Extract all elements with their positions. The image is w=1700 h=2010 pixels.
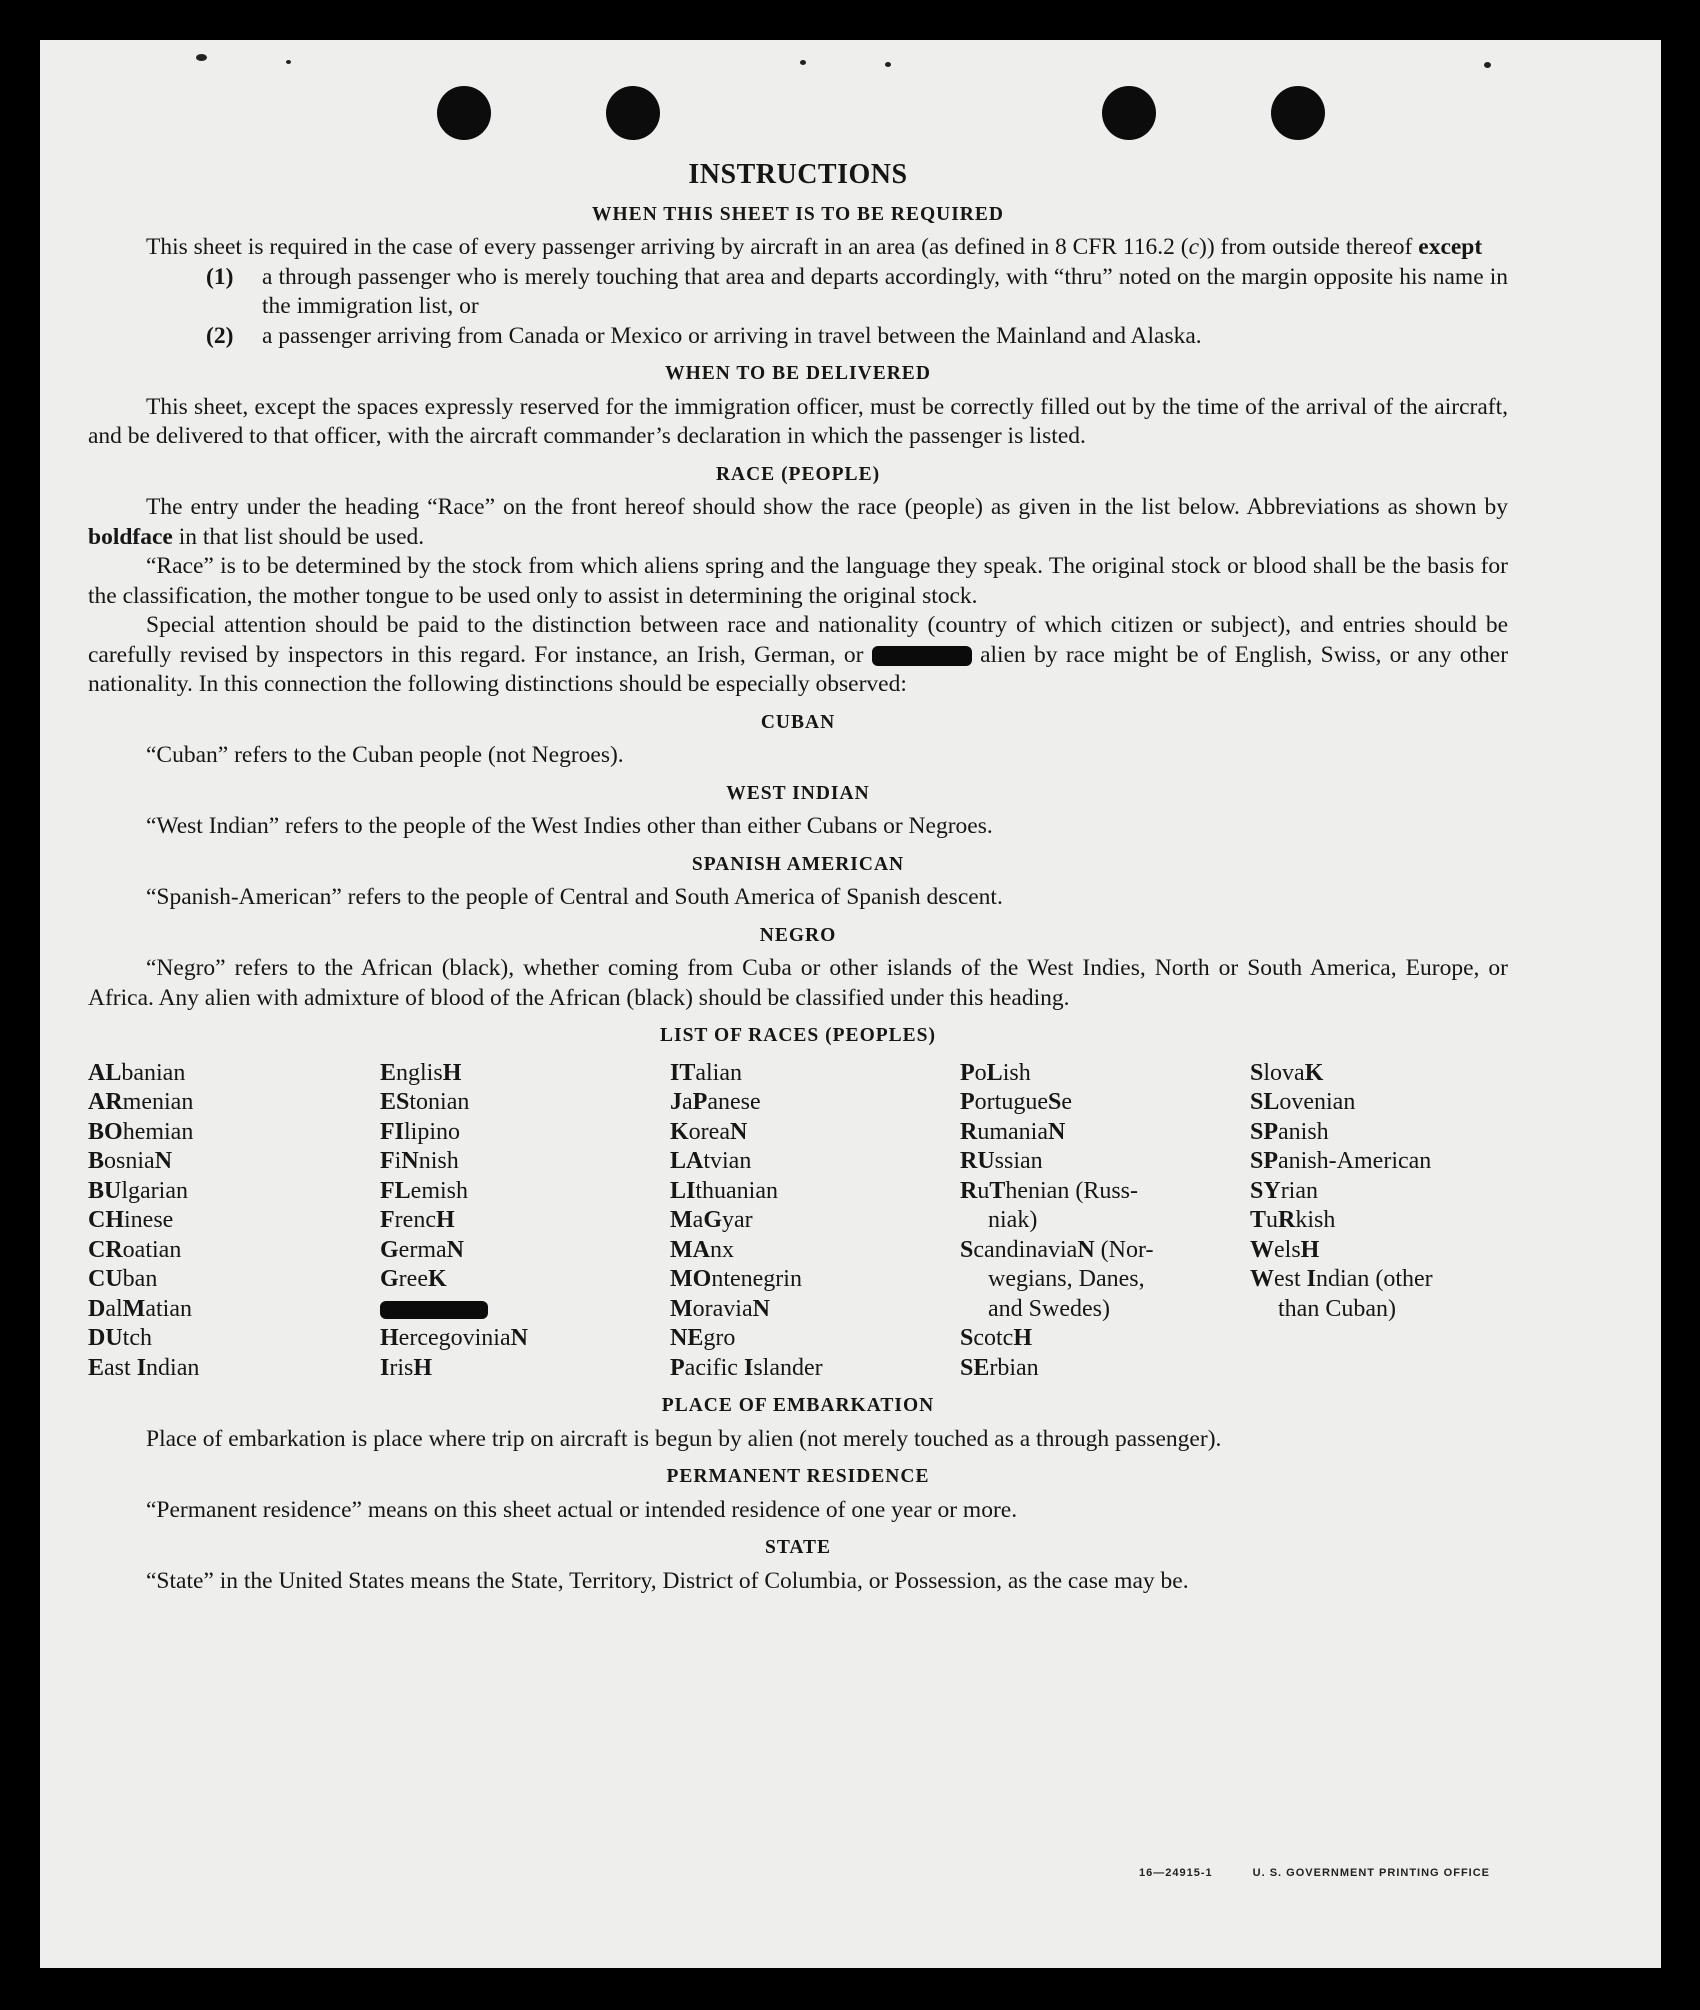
race-entry: NEgro <box>670 1325 736 1351</box>
race-entry: RumaniaN <box>960 1118 1066 1145</box>
heading-negro: NEGRO <box>759 924 837 946</box>
permanent-residence-text: “Permanent residence” means on this sheet actual or intended residence of one year or more. <box>146 1496 1018 1523</box>
races-column-2 <box>380 1059 670 1384</box>
race-entry: ScandinaviaN (Nor- <box>960 1236 1154 1263</box>
race-entry: MAnx <box>670 1236 734 1263</box>
heading-permanent-residence: PERMANENT RESIDENCE <box>666 1466 930 1487</box>
delivered-text: This sheet, except the spaces expressly reserved for the immigration officer, must be correctly filled out by the time of the arrival of the aircraft, and be delivered to that officer, with the aircraft commander’s declaration in which the passenger is listed. <box>88 393 1508 449</box>
embarkation-text: Place of embarkation is place where trip on aircraft is begun by alien (not merely touched as a through passenger). <box>146 1425 1222 1452</box>
punch-hole <box>1102 86 1156 140</box>
race-entry: FIlipino <box>380 1118 461 1145</box>
heading-west-indian: WEST INDIAN <box>726 782 870 804</box>
heading-race: RACE (PEOPLE) <box>715 463 881 485</box>
race-entry: ALbanian <box>88 1059 186 1086</box>
race-entry: FiNnish <box>380 1148 459 1174</box>
race-entry: SYrian <box>1250 1177 1318 1204</box>
race-entry: SlovaK <box>1250 1059 1324 1086</box>
race-entry: wegians, Danes, <box>988 1266 1145 1292</box>
race-entry: EnglisH <box>380 1059 462 1086</box>
race-entry: MoraviaN <box>670 1295 770 1322</box>
form-code: 16—24915-1 <box>1139 1867 1213 1879</box>
race-entry: MaGyar <box>670 1207 753 1233</box>
west-indian-text: “West Indian” refers to the people of the West Indies other than either Cubans or Negroes. <box>146 813 993 839</box>
races-column-3 <box>670 1059 960 1384</box>
race-entry: Pacific Islander <box>670 1354 823 1381</box>
race-entry: RUssian <box>960 1148 1043 1174</box>
exception-item-1: (1) a through passenger who is merely touching that area and departs accordingly, with “thru” noted on the margin opposite his name in the immigration list, or <box>206 263 1508 319</box>
printer-imprint <box>1139 1867 1490 1879</box>
race-entry: ITalian <box>670 1059 742 1086</box>
speck <box>800 60 806 65</box>
race-entry: GreeK <box>380 1266 447 1292</box>
race-entry <box>380 1295 670 1325</box>
race-entry: EStonian <box>380 1089 470 1115</box>
race-entry: PortugueSe <box>960 1089 1072 1115</box>
race-entry: SErbian <box>960 1354 1039 1381</box>
race-entry: JaPanese <box>670 1089 761 1115</box>
race-entry: TuRkish <box>1250 1207 1336 1233</box>
speck <box>196 54 207 61</box>
heading-embarkation: PLACE OF EMBARKATION <box>661 1395 935 1416</box>
race-entry: WelsH <box>1250 1236 1320 1263</box>
heading-required: WHEN THIS SHEET IS TO BE REQUIRED <box>592 203 1004 225</box>
race-entry: FLemish <box>380 1177 468 1204</box>
heading-delivered: WHEN TO BE DELIVERED <box>665 363 931 384</box>
race-entry: PoLish <box>960 1059 1031 1086</box>
race-entry: niak) <box>988 1207 1038 1233</box>
race-entry: SPanish-American <box>1250 1148 1432 1174</box>
heading-list-of-races: LIST OF RACES (PEOPLES) <box>659 1025 936 1046</box>
redaction-mark <box>380 1301 488 1319</box>
punch-hole <box>606 86 660 140</box>
race-paragraph-2: “Race” is to be determined by the stock from which aliens spring and the language they speak. The original stock or blood shall be the basis for the classification, the mother tongue to be used only to assist in determining the original stock. <box>88 553 1508 609</box>
race-entry: ARmenian <box>88 1089 194 1115</box>
race-entry: BUlgarian <box>88 1177 188 1204</box>
race-entry: CHinese <box>88 1207 174 1233</box>
race-entry: GermaN <box>380 1236 464 1263</box>
required-intro: This sheet is required in the case of every passenger arriving by aircraft in an area (as defined in 8 CFR 116.2 (c)) from outside thereof except <box>146 234 1483 260</box>
race-entry: East Indian <box>88 1354 200 1381</box>
race-entry: MOntenegrin <box>670 1266 802 1292</box>
race-entry: LAtvian <box>670 1148 752 1174</box>
heading-state: STATE <box>764 1537 832 1558</box>
punch-hole <box>437 86 491 140</box>
race-entry: SLovenian <box>1250 1089 1356 1115</box>
race-entry: BOhemian <box>88 1118 194 1145</box>
speck <box>885 62 891 67</box>
races-column-5 <box>1250 1059 1500 1384</box>
heading-cuban: CUBAN <box>760 711 836 733</box>
race-entry: SPanish <box>1250 1118 1329 1145</box>
race-entry: LIthuanian <box>670 1177 778 1204</box>
cuban-text: “Cuban” refers to the Cuban people (not Negroes). <box>146 742 624 768</box>
printing-office: U. S. GOVERNMENT PRINTING OFFICE <box>1252 1867 1490 1879</box>
race-entry: than Cuban) <box>1278 1295 1396 1322</box>
races-list <box>88 1059 1508 1384</box>
race-entry: West Indian (other <box>1250 1266 1433 1292</box>
race-paragraph-3: Special attention should be paid to the distinction between race and nationality (country of which citizen or subject), and entries should be carefully revised by inspectors in this regard. For instance, an Irish, German, or alien by race might be of English, Swiss, or any other nationality. In this connection the following distinctions should be especially observed: <box>88 612 1509 697</box>
heading-spanish-american: SPANISH AMERICAN <box>691 853 905 875</box>
instructions-text <box>88 154 1508 1596</box>
race-entry: FrencH <box>380 1207 455 1233</box>
race-entry: and Swedes) <box>988 1295 1110 1322</box>
race-entry: RuThenian (Russ- <box>960 1177 1139 1204</box>
race-paragraph-1: The entry under the heading “Race” on the front hereof should show the race (people) as given in the list below. Abbreviations as shown by boldface in that list should be used. <box>88 494 1508 550</box>
exception-item-2: (2) a passenger arriving from Canada or Mexico or arriving in travel between the Mainland and Alaska. <box>206 322 1202 349</box>
state-text: “State” in the United States means the State, Territory, District of Columbia, or Possession, as the case may be. <box>146 1567 1189 1594</box>
race-entry: DUtch <box>88 1325 152 1351</box>
races-column-1 <box>88 1059 380 1384</box>
race-entry: IrisH <box>380 1354 433 1381</box>
races-column-4 <box>960 1059 1250 1384</box>
race-entry: CRoatian <box>88 1236 182 1263</box>
page-title: INSTRUCTIONS <box>688 159 908 190</box>
race-entry: KoreaN <box>670 1118 748 1145</box>
race-entry: DalMatian <box>88 1295 192 1322</box>
race-entry: ScotcH <box>960 1325 1033 1351</box>
race-entry: CUban <box>88 1266 158 1292</box>
speck <box>1484 62 1491 68</box>
race-entry: HercegoviniaN <box>380 1325 528 1351</box>
race-entry: BosniaN <box>88 1148 173 1174</box>
negro-text: “Negro” refers to the African (black), whether coming from Cuba or other islands of the West Indies, North or South America, Europe, or Africa. Any alien with admixture of blood of the African (black) should be classified under this heading. <box>88 955 1508 1011</box>
punch-hole <box>1271 86 1325 140</box>
spanish-american-text: “Spanish-American” refers to the people of Central and South America of Spanish descent. <box>146 884 1003 910</box>
redaction-mark <box>872 646 972 666</box>
speck <box>286 60 291 64</box>
